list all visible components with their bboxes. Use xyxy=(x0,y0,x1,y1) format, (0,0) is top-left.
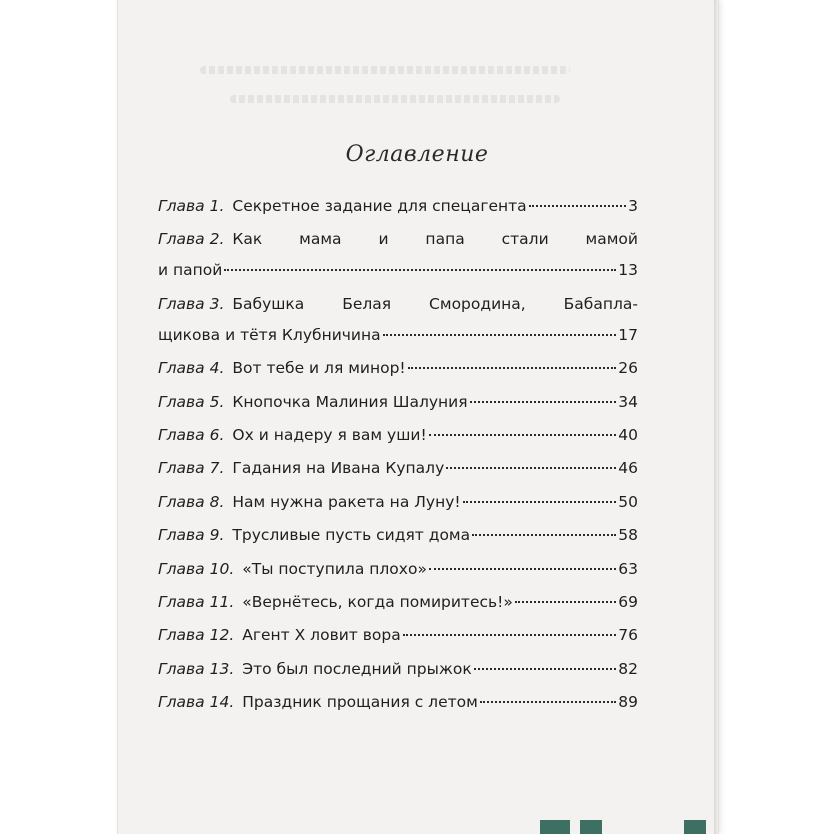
page-number: 17 xyxy=(618,325,638,344)
toc-line xyxy=(158,260,638,280)
dot-leader xyxy=(403,634,617,636)
toc-line xyxy=(158,425,638,445)
chapter-title: Вот тебе и ля минор! xyxy=(232,359,406,378)
chapter-label: Глава 7. xyxy=(158,459,225,478)
page-number: 34 xyxy=(618,392,638,411)
chapter-label: Глава 4. xyxy=(158,359,225,378)
page-number: 3 xyxy=(628,197,638,215)
chapter-label: Глава 5. xyxy=(158,392,225,411)
toc-line xyxy=(158,229,638,249)
page-number: 46 xyxy=(618,459,638,478)
page-number: 50 xyxy=(618,492,638,511)
toc-entry xyxy=(158,692,638,712)
toc-line xyxy=(158,492,638,512)
chapter-title: и папой xyxy=(158,261,223,280)
toc-line xyxy=(158,559,638,579)
bottom-edge-mark xyxy=(580,820,602,834)
toc-line xyxy=(158,392,638,412)
chapter-label: Глава 8. xyxy=(158,492,225,511)
chapter-title: щикова и тётя Клубничина xyxy=(158,325,381,344)
toc-entry xyxy=(158,492,638,512)
chapter-label: Глава 14. xyxy=(158,693,235,712)
page-number: 76 xyxy=(618,626,638,645)
toc-entry xyxy=(158,458,638,478)
toc-entry xyxy=(158,592,638,612)
toc-entry xyxy=(158,625,638,645)
dot-leader xyxy=(472,534,616,536)
page-number: 58 xyxy=(618,526,638,545)
table-of-contents xyxy=(158,196,638,725)
chapter-title: Агент Х ловит вора xyxy=(242,626,401,645)
dot-leader xyxy=(474,668,617,670)
chapter-label: Глава 6. xyxy=(158,425,225,444)
dot-leader xyxy=(429,568,616,570)
chapter-title: Трусливые пусть сидят дома xyxy=(232,526,471,545)
chapter-title: Это был последний прыжок xyxy=(242,659,472,678)
toc-line xyxy=(158,625,638,645)
toc-entry xyxy=(158,392,638,412)
toc-entry xyxy=(158,196,638,216)
toc-entry xyxy=(158,659,638,679)
show-through-text xyxy=(230,95,560,103)
page-title: Оглавление xyxy=(345,142,489,167)
dot-leader xyxy=(529,205,626,207)
dot-leader xyxy=(515,601,616,603)
toc-entry xyxy=(158,425,638,445)
chapter-label: Глава 10. xyxy=(158,559,235,578)
dot-leader xyxy=(446,467,616,469)
dot-leader xyxy=(463,501,617,503)
chapter-title: «Вернётесь, когда помиритесь!» xyxy=(242,592,513,611)
chapter-title: Кнопочка Малиния Шалуния xyxy=(232,392,468,411)
chapter-title: Ох и надеру я вам уши! xyxy=(232,425,427,444)
toc-line xyxy=(158,692,638,712)
dot-leader xyxy=(429,434,617,436)
dot-leader xyxy=(383,334,617,336)
page-edge-shadow xyxy=(714,0,718,834)
show-through-text xyxy=(200,66,570,74)
dot-leader xyxy=(470,401,617,403)
bottom-edge-mark xyxy=(684,820,706,834)
toc-line xyxy=(158,358,638,378)
toc-line xyxy=(158,659,638,679)
toc-entry xyxy=(158,525,638,545)
toc-entry xyxy=(158,229,638,280)
toc-line xyxy=(158,525,638,545)
toc-line xyxy=(158,458,638,478)
chapter-title: Секретное задание для спецагента xyxy=(232,197,527,215)
bottom-edge-mark xyxy=(540,820,570,834)
chapter-title: Гадания на Ивана Купалу xyxy=(232,459,445,478)
chapter-title: Нам нужна ракета на Луну! xyxy=(232,492,461,511)
dot-leader xyxy=(408,367,617,369)
chapter-label: Глава 3. xyxy=(158,294,225,313)
page-number: 69 xyxy=(618,592,638,611)
chapter-label: Глава 13. xyxy=(158,659,235,678)
chapter-label: Глава 1. xyxy=(158,197,225,215)
chapter-label: Глава 2. xyxy=(158,230,225,249)
toc-entry xyxy=(158,358,638,378)
page-number: 82 xyxy=(618,659,638,678)
toc-entry xyxy=(158,294,638,345)
toc-line xyxy=(158,196,638,216)
toc-line xyxy=(158,325,638,345)
dot-leader xyxy=(224,269,616,271)
chapter-title: Как мама и папа стали мамой xyxy=(232,230,638,249)
chapter-title: Праздник прощания с летом xyxy=(242,693,478,712)
page-number: 40 xyxy=(618,425,638,444)
page-number: 26 xyxy=(618,359,638,378)
chapter-title: «Ты поступила плохо» xyxy=(242,559,427,578)
chapter-label: Глава 12. xyxy=(158,626,235,645)
toc-line xyxy=(158,294,638,314)
chapter-title: Бабушка Белая Смородина, Бабапла- xyxy=(232,294,638,313)
chapter-label: Глава 9. xyxy=(158,526,225,545)
dot-leader xyxy=(480,701,616,703)
page-number: 89 xyxy=(618,693,638,712)
chapter-label: Глава 11. xyxy=(158,592,235,611)
toc-entry xyxy=(158,559,638,579)
page-number: 63 xyxy=(618,559,638,578)
page-number: 13 xyxy=(618,261,638,280)
toc-line xyxy=(158,592,638,612)
